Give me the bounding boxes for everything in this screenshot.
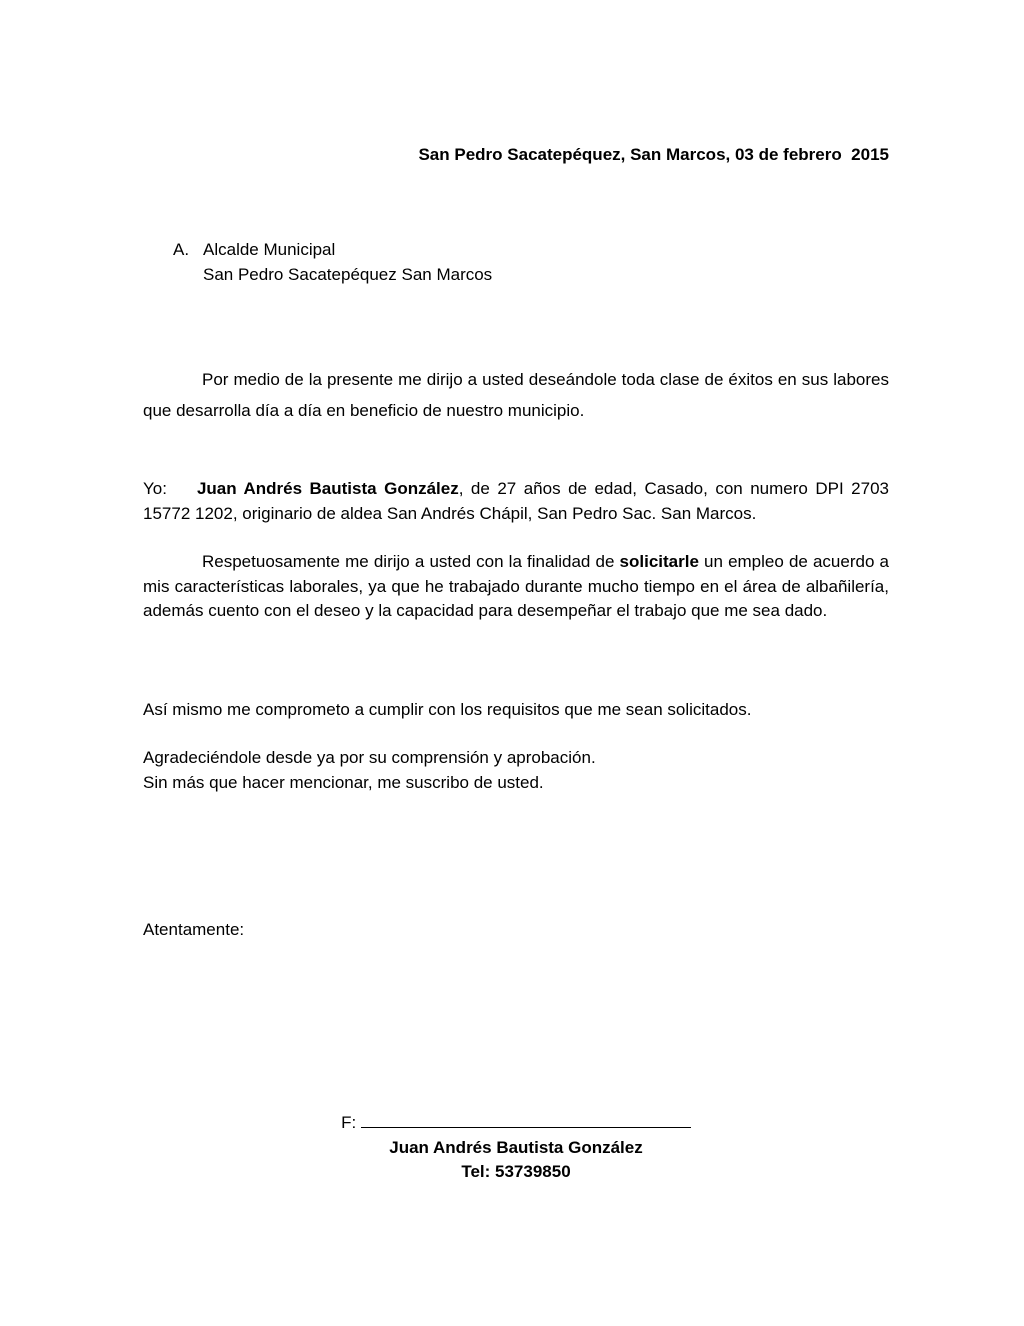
recipient-list-marker: A. <box>173 240 190 259</box>
commitment-paragraph: Así mismo me comprometo a cumplir con los requisitos que me sean solicitados. <box>143 700 752 719</box>
intro-prefix: Yo: <box>143 479 167 498</box>
request-text-after: un empleo de acuerdo a mis características laborales, ya que he trabajado durante mucho tiempo en el área de albañilería, además cuento con el deseo y la capacidad para desempeñar el trabajo que me sea dado. <box>143 552 889 620</box>
intro-details: , de 27 años de edad, Casado, con numero DPI 2703 15772 1202, originario de aldea San Andrés Chápil, San Pedro Sac. San Marcos. <box>143 479 889 523</box>
signer-name: Juan Andrés Bautista González <box>389 1137 643 1157</box>
request-text-before: Respetuosamente me dirijo a usted con la finalidad de <box>202 552 620 571</box>
thanks-line-2: Sin más que hacer mencionar, me suscribo de usted. <box>143 772 544 792</box>
thanks-line-1: Agradeciéndole desde ya por su comprensión y aprobación. <box>143 748 596 767</box>
closing-text: Atentamente: <box>143 920 245 939</box>
recipient-title: Alcalde Municipal <box>203 240 336 259</box>
signature-block <box>143 1110 889 1185</box>
intro-paragraph <box>143 477 889 526</box>
applicant-name: Juan Andrés Bautista González <box>196 479 459 498</box>
recipient-location: San Pedro Sacatepéquez San Marcos <box>203 264 493 284</box>
greeting-paragraph: Por medio de la presente me dirijo a usted deseándole toda clase de éxitos en sus labores que desarrolla día a día en beneficio de nuestro municipio. <box>143 370 889 420</box>
signature-underline <box>361 1110 691 1128</box>
signer-phone: Tel: 53739850 <box>461 1162 571 1181</box>
signature-label: F: <box>341 1113 361 1132</box>
date-line: San Pedro Sacatepéquez, San Marcos, 03 de febrero 2015 <box>418 145 889 164</box>
recipient-block <box>173 238 492 287</box>
request-keyword: solicitarle <box>619 552 699 571</box>
request-paragraph <box>143 550 889 624</box>
signature-line <box>143 1110 889 1136</box>
thanks-paragraph <box>143 746 889 795</box>
